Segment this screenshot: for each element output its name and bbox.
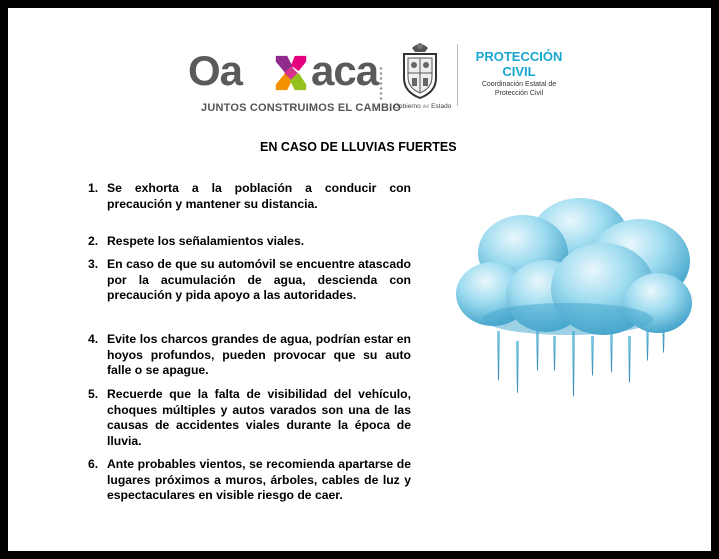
org-subtitle: Coordinación Estatal de Protección Civil [481,81,557,97]
document-page [8,8,711,551]
oaxaca-x-mark-icon [272,54,310,92]
logo-text-right: aca [311,47,379,94]
list-item: 4. Evite los charcos grandes de agua, podrían estar en hoyos profundos, pueden provocar que su auto falle o se apague. [88,332,411,377]
logo-tagline: JUNTOS CONSTRUIMOS EL CAMBIO [201,102,402,114]
page-title: EN CASO DE LLUVIAS FUERTES [260,140,457,154]
list-item: 3. En caso de que su automóvil se encuentre atascado por la acumulación de agua, descienda con precaución y pida apoyo a las autoridades. [88,257,411,302]
seal-caption: Gobierno del Estado [394,103,452,110]
list-item: 1. Se exhorta a la población a conducir con precaución y mantener su distancia. [88,181,411,211]
list-item: 2. Respete los señalamientos viales. [88,234,305,248]
list-item: 6. Ante probables vientos, se recomienda apartarse de lugares próximos a muros, árboles, cables de luz y espectaculares en visible riesgo de caer. [88,457,411,502]
org-title: PROTECCIÓN CIVIL [475,49,563,79]
divider-dots [379,66,383,100]
rain-cloud-icon [448,191,698,401]
logo-text-left: Oa [188,47,243,94]
list-item: 5. Recuerde que la falta de visibilidad del vehículo, choques múltiples y autos varados son una de las causas de accidentes viales durante la época de lluvia. [88,387,411,448]
oaxaca-logo [188,47,379,94]
header-divider [457,44,458,106]
state-seal-icon [398,40,442,100]
